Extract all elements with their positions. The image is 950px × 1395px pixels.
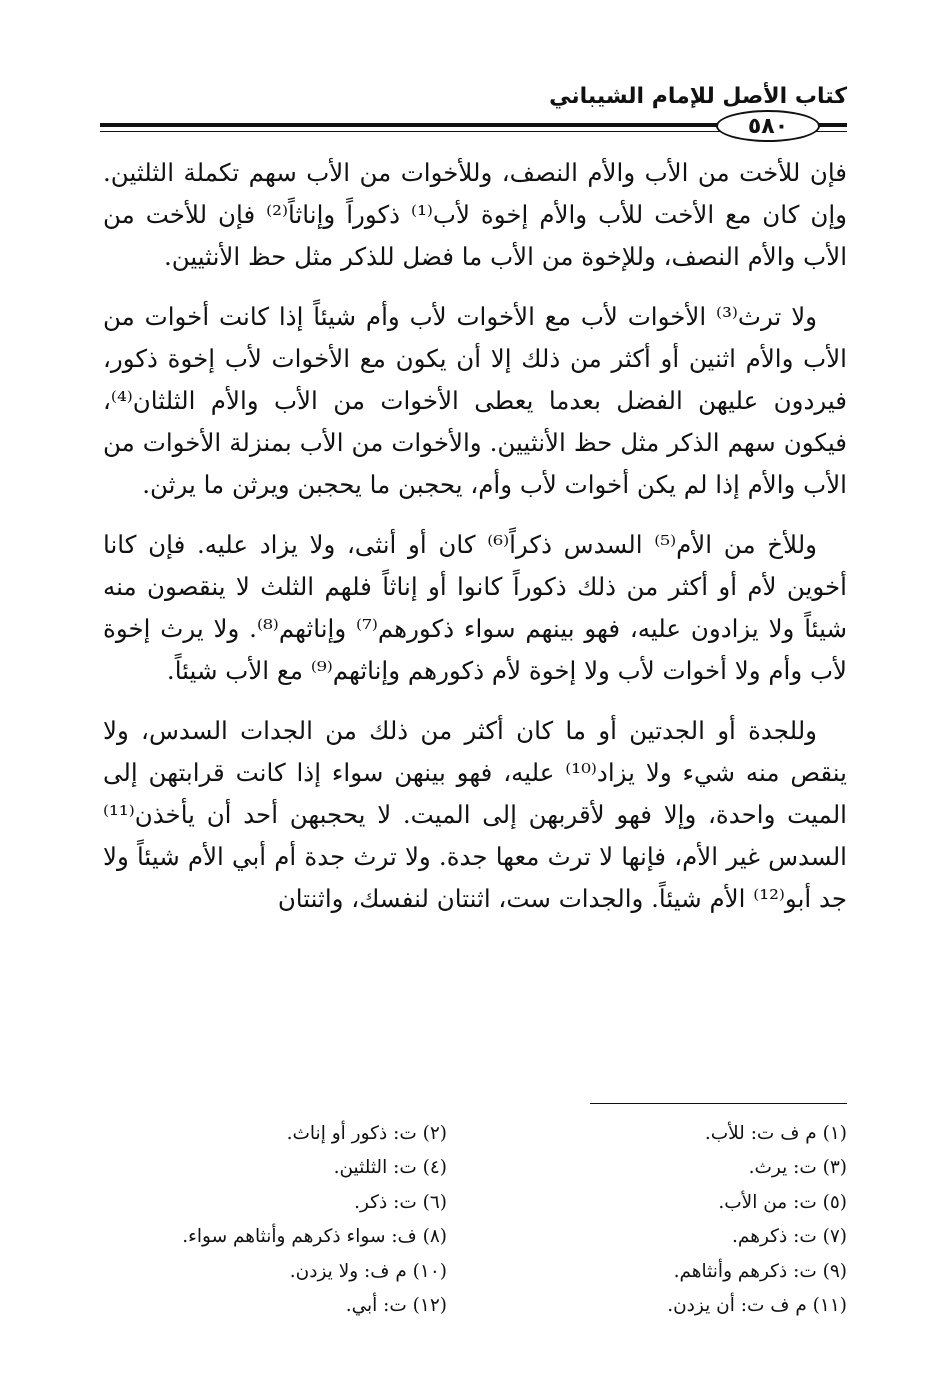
running-head-title: كتاب الأصل للإمام الشيباني — [549, 84, 847, 109]
page-number-badge — [716, 110, 820, 142]
footnote-7: (٧) ت: ذكرهم. — [732, 1226, 847, 1248]
footnote-row — [147, 1116, 847, 1151]
footnote-row — [147, 1185, 847, 1220]
paragraph-1: فإن للأخت من الأب والأم النصف، وللأخوات من الأب سهم تكملة الثلثين. وإن كان مع الأخت للأب والأم إخوة لأب⁽¹⁾ ذكوراً وإناثاً⁽²⁾ فإن للأخت من الأب والأم النصف، وللإخوة من الأب ما فضل للذكر مثل حظ الأنثيين. — [103, 158, 848, 271]
footnote-3: (٣) ت: يرث. — [748, 1157, 847, 1179]
footnote-8: (٨) ف: سواء ذكرهم وأنثاهم سواء. — [182, 1226, 447, 1248]
page-number: ٥٨٠ — [747, 113, 789, 139]
paragraph-4: وللجدة أو الجدتين أو ما كان أكثر من ذلك من الجدات السدس، ولا ينقص منه شيء ولا يزاد⁽¹⁰⁾ عليه، فهو بينهن سواء إذا كانت قرابتهن إلى الميت واحدة، وإلا فهو لأقربهن إلى الميت. لا يحجبهن أحد أن يأخذن⁽¹¹⁾ السدس غير الأم، فإنها لا ترث معها جدة. ولا ترث جدة أم أبي الأم شيئاً ولا جد أبو⁽¹²⁾ الأم شيئاً. والجدات ست، اثنتان لنفسك، واثنتان — [103, 716, 847, 913]
paragraph-2: ولا ترث⁽³⁾ الأخوات لأب مع الأخوات لأب وأم شيئاً إذا كانت أخوات من الأب والأم اثنين أو أكثر من ذلك إلا أن يكون مع الأخوات لأب إخوة ذكور، فيردون عليهن الفضل بعدما يعطى الأخوات من الأب والأم الثلثان⁽⁴⁾، فيكون سهم الذكر مثل حظ الأنثيين. والأخوات من الأب بمنزلة الأخوات من الأب والأم إذا لم يكن أخوات لأب وأم، يحجبن ما يحجبن ويرثن ما يرثن. — [103, 302, 847, 499]
footnote-6: (٦) ت: ذكر. — [354, 1191, 447, 1213]
footnote-11: (١١) م ف ت: أن يزدن. — [667, 1295, 847, 1317]
footnote-5: (٥) ت: من الأب. — [718, 1191, 847, 1213]
paragraph-3: وللأخ من الأم⁽⁵⁾ السدس ذكراً⁽⁶⁾ كان أو أنثى، ولا يزاد عليه. فإن كانا أخوين لأم أو أكثر من ذلك ذكوراً كانوا أو إناثاً فلهم الثلث لا ينقصون منه شيئاً ولا يزادون عليه، فهو بينهم سواء ذكورهم⁽⁷⁾ وإناثهم⁽⁸⁾. ولا يرث إخوة لأب وأم ولا أخوات لأب ولا إخوة لأم ذكورهم وإناثهم⁽⁹⁾ مع الأب شيئاً. — [103, 530, 847, 685]
footnote-1: (١) م ف ت: للأب. — [704, 1122, 847, 1144]
footnote-row — [147, 1254, 847, 1289]
footnote-2: (٢) ت: ذكور أو إناث. — [286, 1122, 447, 1144]
footnote-row — [147, 1289, 847, 1324]
footnote-separator — [590, 1103, 847, 1104]
body-text — [103, 152, 847, 920]
footnote-12: (١٢) ت: أبي. — [345, 1295, 447, 1317]
footnote-9: (٩) ت: ذكرهم وأنثاهم. — [673, 1260, 847, 1282]
footnote-10: (١٠) م ف: ولا يزدن. — [289, 1260, 447, 1282]
footnote-row — [147, 1220, 847, 1255]
footnotes — [147, 1116, 847, 1323]
footnote-4: (٤) ت: الثلثين. — [333, 1157, 447, 1179]
footnote-row — [147, 1151, 847, 1186]
